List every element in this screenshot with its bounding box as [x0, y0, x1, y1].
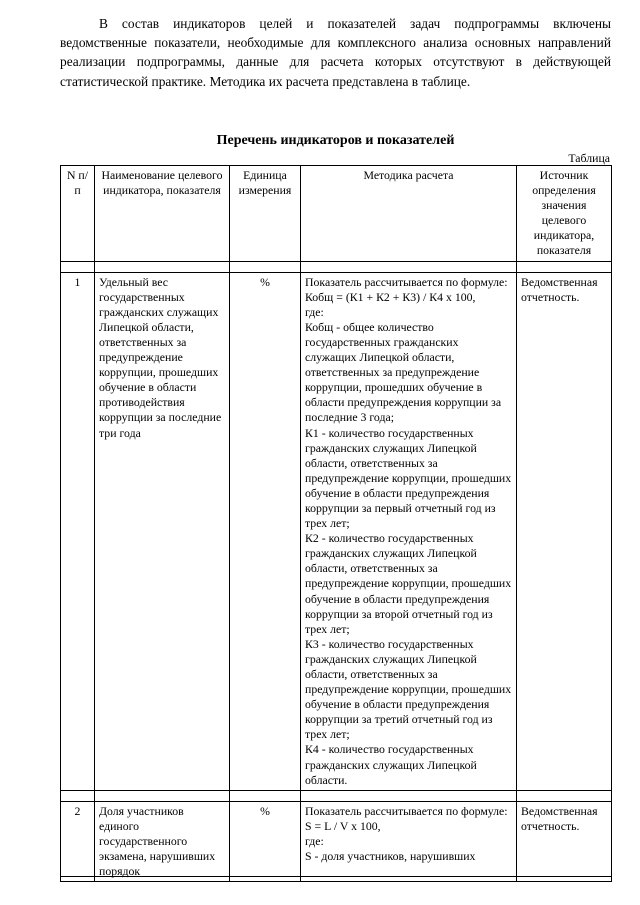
unit: %	[230, 801, 301, 881]
method-line: где:	[305, 833, 324, 848]
row-spacer	[61, 790, 612, 801]
method-definition: Кобщ - общее количество государственных гражданских служащих Липецкой области, ответственных за предупреждение коррупции, прошедших обучение в области предупреждения коррупции за последние 3 года;	[305, 319, 502, 425]
header-number: N п/п	[61, 166, 95, 262]
data-source: Ведомственная отчетность.	[517, 272, 612, 790]
method-definition: S - доля участников, нарушивших	[305, 849, 476, 864]
table-row	[61, 272, 612, 790]
method-formula: S = L / V x 100,	[305, 818, 381, 833]
indicator-name: Удельный вес государственных гражданских служащих Липецкой области, ответственных за предупреждение коррупции, прошедших обучение в области противодействия коррупции за последние три года	[95, 272, 230, 790]
data-source: Ведомственная отчетность.	[517, 801, 612, 881]
unit: %	[230, 272, 301, 790]
indicator-name: Доля участников единого государственного экзамена, нарушивших порядок	[95, 801, 230, 881]
table-row	[61, 801, 612, 881]
page-bottom-rule	[60, 876, 611, 877]
header-unit: Единица измерения	[230, 166, 301, 262]
header-spacer-row	[61, 261, 612, 272]
method-definition: К3 - количество государственных гражданских служащих Липецкой области, ответственных за предупреждение коррупции, прошедших обучение в области предупреждения коррупции за третий отчетный год из трех лет;	[305, 636, 512, 742]
header-indicator-name: Наименование целевого индикатора, показателя	[95, 166, 230, 262]
header-method: Методика расчета	[301, 166, 517, 262]
method-formula: Кобщ = (К1 + К2 + К3) / К4 x 100,	[305, 289, 476, 304]
table-caption: Таблица	[568, 151, 610, 165]
indicators-table	[60, 165, 612, 882]
row-number: 1	[61, 272, 95, 790]
calculation-method	[301, 801, 517, 881]
intro-paragraph: В состав индикаторов целей и показателей задач подпрограммы включены ведомственные показатели, необходимые для комплексного анализа основных направлений реализации подпрограммы, данные для расчета которых отсутствуют в действующей статистической практике. Методика их расчета представлена в таблице.	[60, 16, 611, 89]
method-line: Показатель рассчитывается по формуле:	[305, 274, 508, 289]
document-title: Перечень индикаторов и показателей	[216, 133, 455, 148]
table-header-row	[61, 166, 612, 262]
method-line: где:	[305, 304, 324, 319]
method-line: Показатель рассчитывается по формуле:	[305, 803, 508, 818]
method-definition: К2 - количество государственных гражданских служащих Липецкой области, ответственных за предупреждение коррупции, прошедших обучение в области предупреждения коррупции за второй отчетный год из трех лет;	[305, 531, 512, 636]
row-number: 2	[61, 801, 95, 881]
calculation-method	[301, 272, 517, 790]
header-source: Источник определения значения целевого индикатора, показателя	[517, 166, 612, 262]
method-definition: К4 - количество государственных гражданских служащих Липецкой области.	[305, 742, 477, 787]
method-definition: К1 - количество государственных гражданских служащих Липецкой области, ответственных за предупреждение коррупции, прошедших обучение в области предупреждения коррупции за первый отчетный год из трех лет;	[305, 425, 512, 531]
